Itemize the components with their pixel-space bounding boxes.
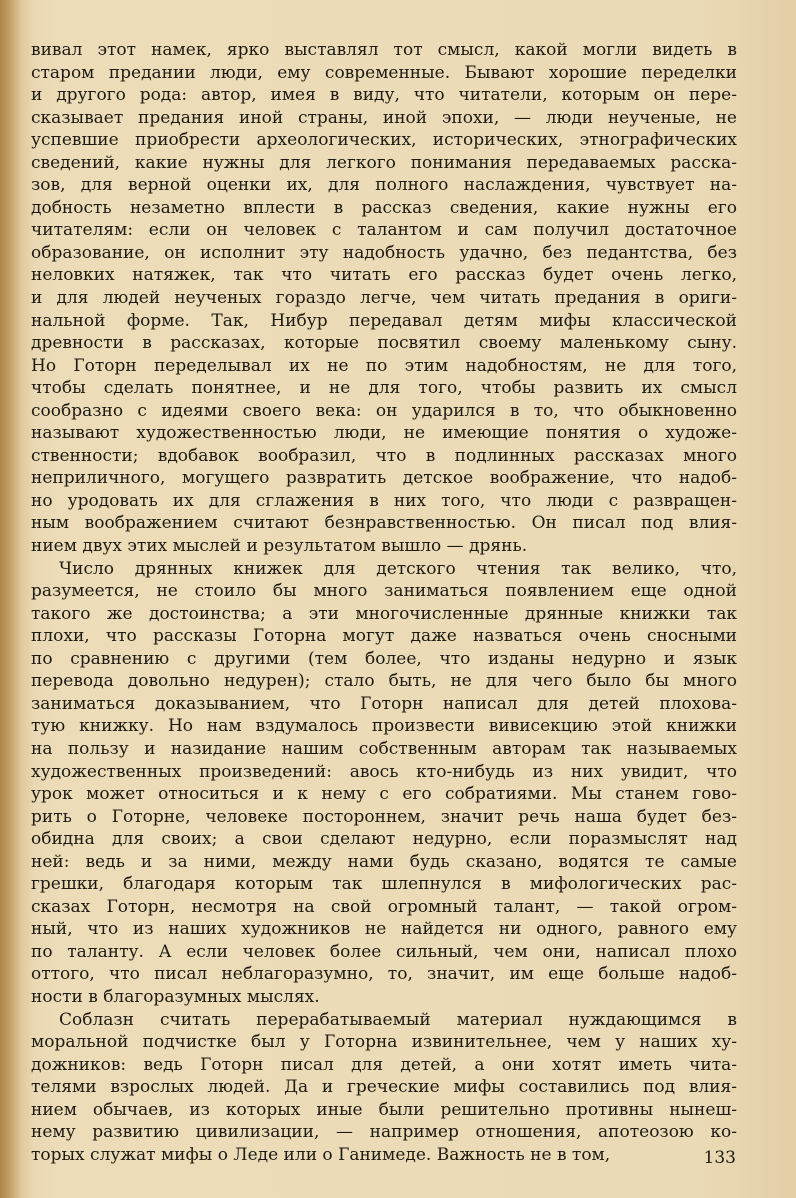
text-line: нему развитию цивилизации, — например отношения, апотеозою ко- [31,1122,737,1143]
text-line: такого же достоинства; а эти многочисленные дрянные книжки так [31,603,737,624]
text-line: дожников: ведь Готорн писал для детей, а они хотят иметь чита- [31,1054,737,1075]
body-text [31,39,737,1166]
text-line: древности в рассказах, которые посвятил своему маленькому сыну. [31,333,737,354]
text-line: ным воображением считают безнравственностью. Он писал под влия- [31,513,737,534]
text-line: разумеется, не стоило бы много заниматься появлением еще одной [31,581,737,602]
text-line: неловких натяжек, так что читать его рассказ будет очень легко, [31,265,737,286]
text-line: читателям: если он человек с талантом и сам получил достаточное [31,220,737,241]
text-line: зов, для верной оценки их, для полного наслаждения, чувствует на- [31,175,737,196]
text-line: по сравнению с другими (тем более, что изданы недурно и язык [31,648,737,669]
text-line: нием двух этих мыслей и результатом вышло — дрянь. [31,536,528,557]
text-line: обидна для своих; а свои сделают недурно, если поразмыслят над [31,829,737,850]
text-line: рить о Готорне, человеке постороннем, значит речь наша будет без- [31,806,737,827]
text-line: грешки, благодаря которым так шлепнулся в мифологических рас- [31,874,737,895]
text-line: моральной подчистке был у Готорна извинительнее, чем у наших ху- [31,1032,737,1053]
text-line: перевода довольно недурен); стало быть, не для чего было бы много [31,671,737,692]
text-line: сказывает предания иной страны, иной эпохи, — люди неученые, не [31,107,737,128]
text-line: и другого рода: автор, имея в виду, что читатели, которым он пере- [31,85,737,106]
text-line: и для людей неученых гораздо легче, чем читать предания в ориги- [31,288,737,309]
text-line: ней: ведь и за ними, между нами будь сказано, водятся те самые [31,851,737,872]
text-line: нием обычаев, из которых иные были решительно противны нынеш- [31,1099,737,1120]
spine-shadow [0,0,22,1198]
text-line: старом предании люди, ему современные. Бывают хорошие переделки [31,62,737,83]
text-line: сказах Готорн, несмотря на свой огромный талант, — такой огром- [31,896,737,917]
text-line: сообразно с идеями своего века: он ударился в то, что обыкновенно [31,400,737,421]
text-line: художественных произведений: авось кто-нибудь из них увидит, что [31,761,737,782]
text-line: на пользу и назидание нашим собственным авторам так называемых [31,738,737,759]
text-line: образование, он исполнит эту надобность удачно, без педантства, без [31,242,737,263]
text-line: телями взрослых людей. Да и греческие мифы составились под влия- [31,1077,737,1098]
text-line: плохи, что рассказы Готорна могут даже назваться очень сносными [31,626,737,647]
text-line: ности в благоразумных мыслях. [31,986,320,1007]
text-line: ный, что из наших художников не найдется ни одного, равного ему [31,919,737,940]
text-line: нальной форме. Так, Нибур передавал детям мифы классической [31,310,737,331]
text-line: по таланту. А если человек более сильный, чем они, написал плохо [31,941,737,962]
text-line: вивал этот намек, ярко выставлял тот смысл, какой могли видеть в [31,40,737,60]
text-line: тую книжку. Но нам вздумалось произвести вивисекцию этой книжки [31,716,737,737]
text-line: добность незаметно вплести в рассказ сведения, какие нужны его [31,197,737,218]
text-line: Соблазн считать перерабатываемый материал нуждающимся в [59,1009,737,1030]
text-line: чтобы сделать понятнее, и не для того, чтобы развить их смысл [31,378,737,399]
paragraph [31,39,737,558]
text-line: Но Готорн переделывал их не по этим надобностям, не для того, [31,355,737,376]
paragraph [31,1009,737,1167]
text-line: но уродовать их для сглажения в них того, что люди с развращен- [31,490,737,511]
text-line: ственности; вдобавок вообразил, что в подлинных рассказах много [31,445,737,466]
text-line: успевшие приобрести археологических, исторических, этнографических [31,130,737,151]
text-line: неприличного, могущего развратить детское воображение, что надоб- [31,468,737,489]
text-line: торых служат мифы о Леде или о Ганимеде. Важность не в том, [31,1144,611,1165]
paragraph [31,558,737,1009]
page-number: 133 [703,1148,736,1168]
text-line: оттого, что писал неблагоразумно, то, значит, им еще больше надоб- [31,964,737,985]
text-line: урок может относиться и к нему с его собратиями. Мы станем гово- [31,784,737,805]
text-line: сведений, какие нужны для легкого понимания передаваемых расска- [31,152,737,173]
text-line: называют художественностью люди, не имеющие понятия о художе- [31,423,737,444]
text-line: заниматься доказыванием, что Готорн написал для детей плохова- [31,693,737,714]
text-line: Число дрянных книжек для детского чтения так велико, что, [59,558,737,579]
